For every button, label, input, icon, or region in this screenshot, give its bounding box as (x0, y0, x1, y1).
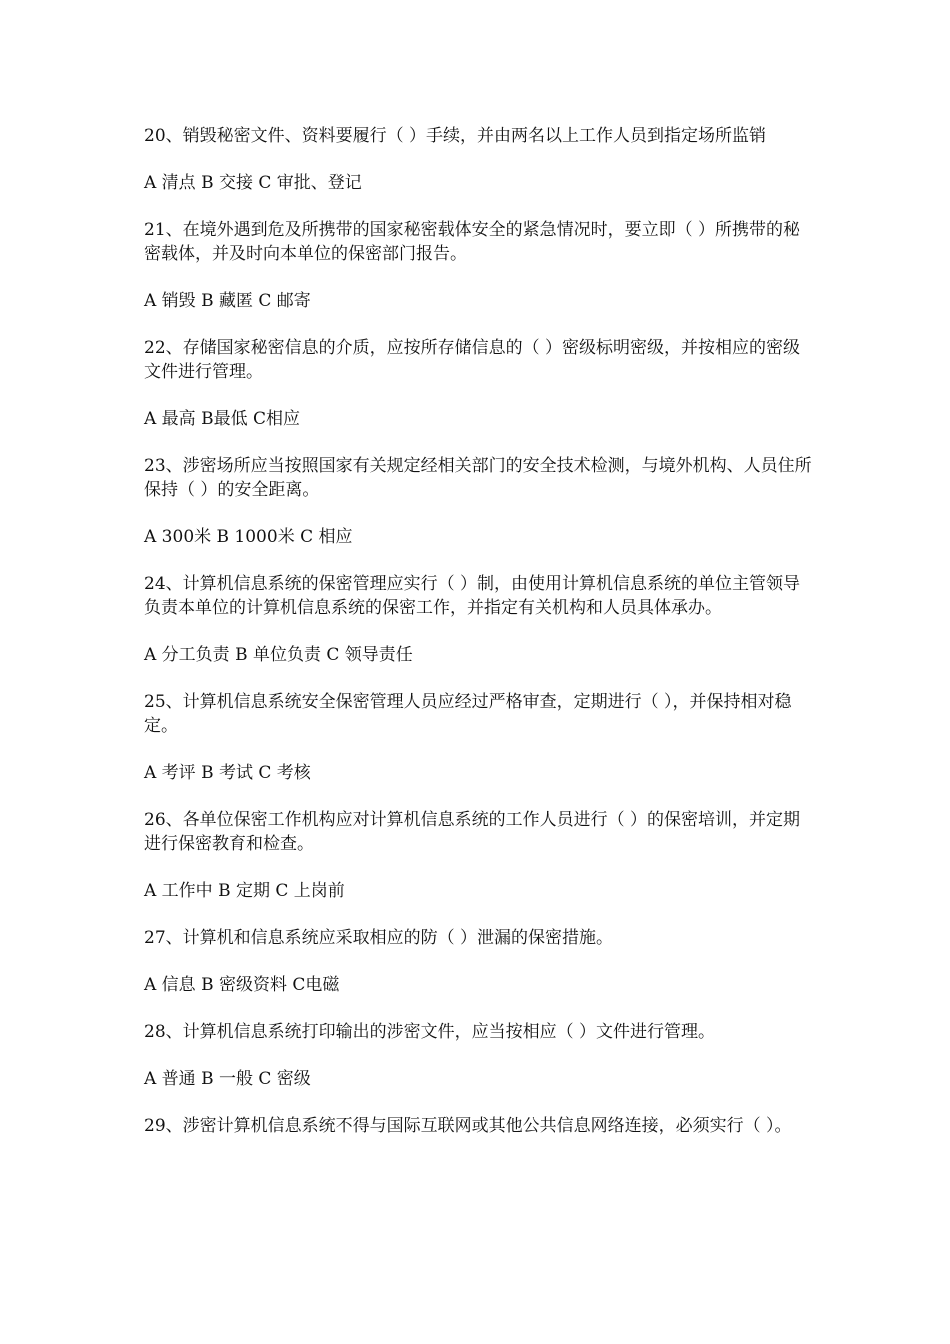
options-27: A 信息 B 密级资料 C电磁 (144, 975, 340, 995)
question-28: 28、计算机信息系统打印输出的涉密文件，应当按相应（ ）文件进行管理。 (144, 1022, 716, 1042)
options-28: A 普通 B 一般 C 密级 (144, 1069, 311, 1089)
options-25: A 考评 B 考试 C 考核 (144, 763, 311, 783)
options-23: A 300米 B 1000米 C 相应 (144, 527, 353, 547)
options-21: A 销毁 B 藏匿 C 邮寄 (144, 291, 311, 311)
options-22: A 最高 B最低 C相应 (144, 409, 300, 429)
question-21: 21、在境外遇到危及所携带的国家秘密载体安全的紧急情况时，要立即（ ）所携带的秘密载体，并及时向本单位的保密部门报告。 (144, 220, 801, 264)
question-29: 29、涉密计算机信息系统不得与国际互联网或其他公共信息网络连接，必须实行（ ）。 (144, 1116, 792, 1136)
question-27: 27、计算机和信息系统应采取相应的防（ ）泄漏的保密措施。 (144, 928, 614, 948)
question-23: 23、涉密场所应当按照国家有关规定经相关部门的安全技术检测，与境外机构、人员住所保持（ ）的安全距离。 (144, 456, 812, 500)
question-24: 24、计算机信息系统的保密管理应实行（ ）制，由使用计算机信息系统的单位主管领导负责本单位的计算机信息系统的保密工作，并指定有关机构和人员具体承办。 (144, 574, 801, 618)
question-list (144, 124, 812, 1161)
question-25: 25、计算机信息系统安全保密管理人员应经过严格审查，定期进行（ ），并保持相对稳定。 (144, 692, 792, 736)
question-20: 20、销毁秘密文件、资料要履行（ ）手续，并由两名以上工作人员到指定场所监销 (144, 126, 767, 146)
options-26: A 工作中 B 定期 C 上岗前 (144, 881, 345, 901)
question-22: 22、存储国家秘密信息的介质，应按所存储信息的（ ）密级标明密级，并按相应的密级文件进行管理。 (144, 338, 801, 382)
options-24: A 分工负责 B 单位负责 C 领导责任 (144, 645, 413, 665)
options-20: A 清点 B 交接 C 审批、登记 (144, 173, 362, 193)
question-26: 26、各单位保密工作机构应对计算机信息系统的工作人员进行（ ）的保密培训，并定期进行保密教育和检查。 (144, 810, 801, 854)
